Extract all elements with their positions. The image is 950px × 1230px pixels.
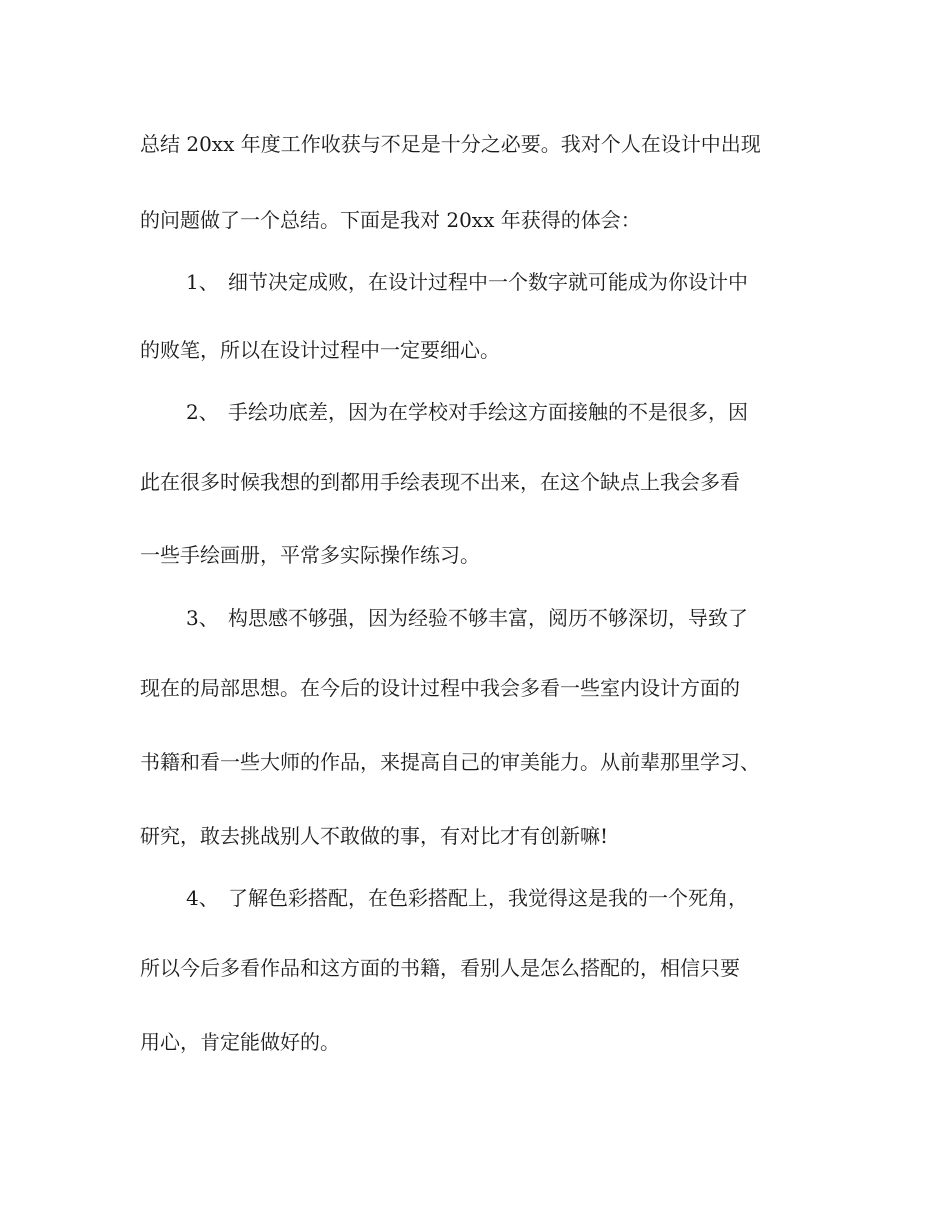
- text-line: 用心，肯定能做好的。: [140, 1030, 340, 1054]
- text-line: 了解色彩搭配，在色彩搭配上，我觉得这是我的一个死角，: [228, 886, 748, 910]
- text-line: 的败笔，所以在设计过程中一定要细心。: [140, 338, 500, 362]
- text-line: 细节决定成败，在设计过程中一个数字就可能成为你设计中: [228, 270, 748, 294]
- list-number: 1、: [186, 270, 219, 294]
- text-line: 书籍和看一些大师的作品，来提高自己的审美能力。从前辈那里学习、: [140, 750, 760, 774]
- text-line: 一些手绘画册，平常多实际操作练习。: [140, 543, 480, 567]
- list-number: 3、: [186, 606, 219, 630]
- list-item-1: [186, 262, 866, 302]
- text-line: 手绘功底差，因为在学校对手绘这方面接触的不是很多，因: [228, 400, 748, 424]
- list-item-2: [186, 392, 866, 432]
- text-line: 此在很多时候我想的到都用手绘表现不出来，在这个缺点上我会多看: [140, 470, 740, 494]
- text-line: 总结 20xx 年度工作收获与不足是十分之必要。我对个人在设计中出现: [140, 132, 761, 156]
- text-line: 构思感不够强，因为经验不够丰富，阅历不够深切，导致了: [228, 606, 748, 630]
- list-item-3: [186, 598, 866, 638]
- list-item-4: [186, 878, 866, 918]
- list-number: 4、: [186, 886, 219, 910]
- list-number: 2、: [186, 400, 219, 424]
- text-line: 所以今后多看作品和这方面的书籍，看别人是怎么搭配的，相信只要: [140, 956, 740, 980]
- text-line: 现在的局部思想。在今后的设计过程中我会多看一些室内设计方面的: [140, 676, 740, 700]
- text-line: 的问题做了一个总结。下面是我对 20xx 年获得的体会：: [140, 208, 641, 232]
- text-line: 研究，敢去挑战别人不敢做的事，有对比才有创新嘛!: [140, 824, 609, 848]
